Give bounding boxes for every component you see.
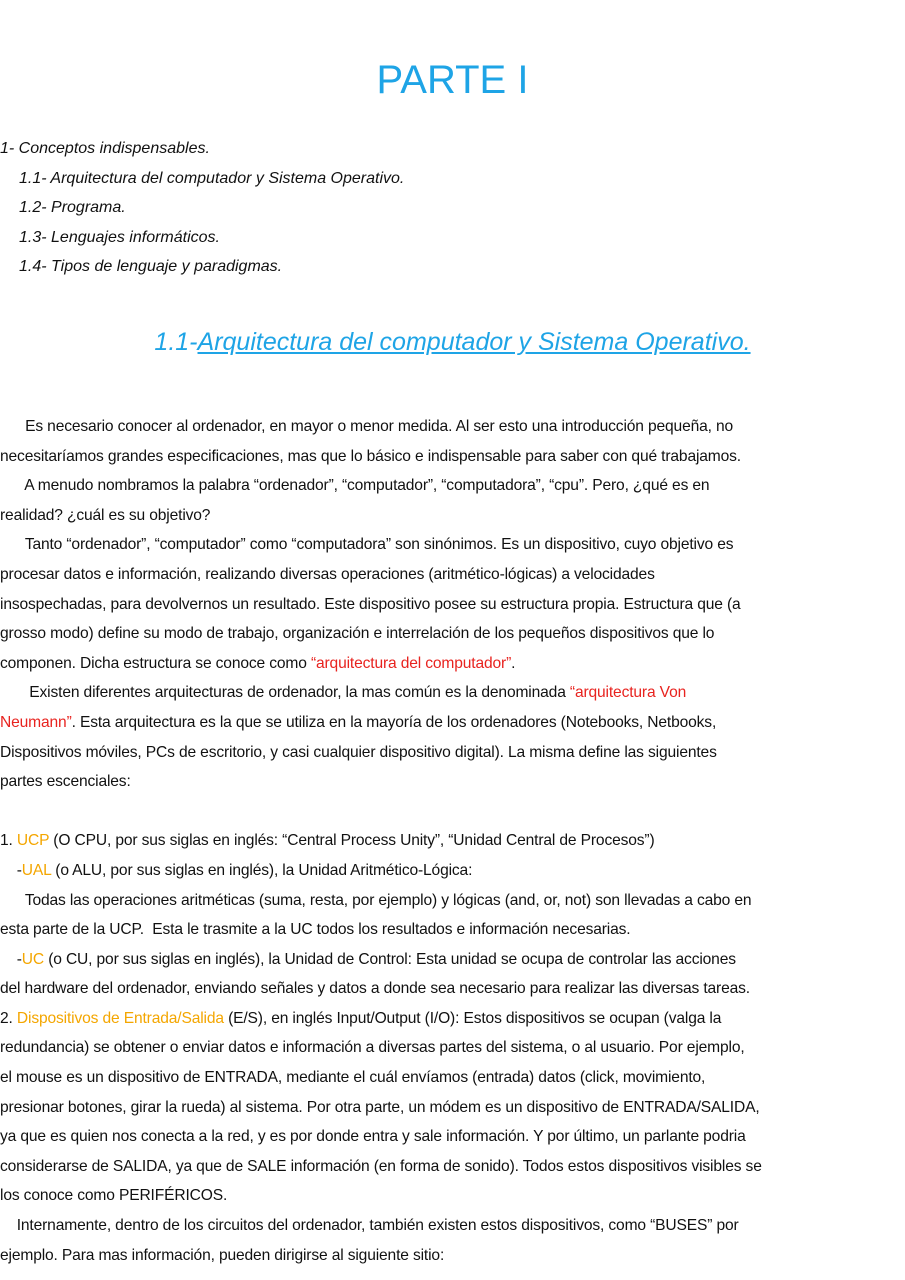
text-segment: Existen diferentes arquitecturas de ordenador, la mas común es la denominada (0, 684, 570, 702)
text-line (0, 619, 905, 649)
text-segment: del hardware del ordenador, enviando señales y datos a donde sea necesario para realizar las diversas tareas. (0, 980, 750, 998)
text-segment: grosso modo) define su modo de trabajo, organización e interrelación de los pequeños dispositivos que lo (0, 625, 715, 643)
text-line (0, 649, 905, 679)
toc-item: 1.4- Tipos de lenguaje y paradigmas. (19, 258, 283, 275)
text-segment: . (511, 654, 516, 672)
text-segment: los conoce como PERIFÉRICOS. (0, 1187, 228, 1205)
text-line (0, 590, 905, 620)
text-segment: A menudo nombramos la palabra “ordenador”, “computador”, “computadora”, “cpu”. Pero, ¿qué es en (0, 477, 710, 495)
text-line (0, 1122, 905, 1152)
text-segment: 1. (0, 832, 17, 850)
text-line (0, 1211, 905, 1241)
text-segment: presionar botones, girar la rueda) al sistema. Por otra parte, un módem es un dispositivo de ENTRADA/SALIDA, (0, 1098, 760, 1116)
text-line (0, 886, 905, 916)
blank-line (0, 797, 905, 827)
text-line (0, 1093, 905, 1123)
body-text (0, 412, 905, 1270)
highlighted-term: UCP (16, 832, 50, 850)
text-segment: Todas las operaciones aritméticas (suma, resta, por ejemplo) y lógicas (and, or, not) son llevadas a cabo en (0, 891, 752, 909)
highlighted-term: Dispositivos de Entrada/Salida (16, 1009, 224, 1027)
toc-item: 1.1- Arquitectura del computador y Sistema Operativo. (19, 169, 405, 187)
highlighted-term: UAL (21, 861, 52, 879)
text-segment: componen. Dicha estructura se conoce como (0, 654, 311, 672)
text-segment: (o ALU, por sus siglas en inglés), la Unidad Aritmético-Lógica: (51, 861, 473, 879)
text-segment: - (0, 950, 22, 968)
text-line (0, 560, 905, 590)
toc-main-item: 1- Conceptos indispensables. (0, 140, 210, 157)
text-line (0, 1004, 905, 1034)
text-line (0, 678, 905, 708)
text-line (0, 501, 905, 531)
text-segment: ya que es quien nos conecta a la red, y es por donde entra y sale información. Y por último, un parlante podria (0, 1128, 746, 1146)
text-line (0, 442, 905, 472)
text-segment: el mouse es un dispositivo de ENTRADA, mediante el cuál envíamos (entrada) datos (click, movimiento, (0, 1069, 706, 1087)
text-line (0, 1033, 905, 1063)
text-line (0, 708, 905, 738)
text-line (0, 1181, 905, 1211)
text-segment: Dispositivos móviles, PCs de escritorio, y casi cualquier dispositivo digital). La misma define las siguientes (0, 743, 717, 761)
highlighted-term: “arquitectura Von (569, 684, 687, 702)
text-segment: 2. (0, 1009, 17, 1027)
text-line (0, 945, 905, 975)
text-line (0, 738, 905, 768)
text-line (0, 1241, 905, 1271)
text-line (0, 412, 905, 442)
toc-item: 1.2- Programa. (19, 199, 126, 216)
text-segment: . Esta arquitectura es la que se utiliza en la mayoría de los ordenadores (Notebooks, Netbooks, (71, 713, 717, 731)
text-segment: (E/S), en inglés Input/Output (I/O): Estos dispositivos se ocupan (valga la (223, 1009, 722, 1027)
text-line (0, 1152, 905, 1182)
text-line (0, 974, 905, 1004)
text-segment: (O CPU, por sus siglas en inglés: “Central Process Unity”, “Unidad Central de Procesos”) (49, 832, 655, 850)
text-segment: Tanto “ordenador”, “computador” como “computadora” son sinónimos. Es un dispositivo, cuyo objetivo es (0, 536, 734, 554)
text-line (0, 915, 905, 945)
highlighted-term: UC (21, 950, 45, 968)
text-segment: procesar datos e información, realizando diversas operaciones (aritmético-lógicas) a velocidades (0, 565, 655, 583)
table-of-contents (0, 134, 404, 282)
section-title: Arquitectura del computador y Sistema Operativo. (197, 328, 751, 356)
text-segment: (o CU, por sus siglas en inglés), la Unidad de Control: Esta unidad se ocupa de controlar las acciones (44, 950, 736, 968)
text-segment: realidad? ¿cuál es su objetivo? (0, 506, 211, 524)
section-number: 1.1- (154, 328, 198, 356)
text-line (0, 530, 905, 560)
page-title: PARTE I (376, 58, 529, 102)
text-line (0, 471, 905, 501)
highlighted-term: Neumann” (0, 713, 72, 731)
highlighted-term: “arquitectura del computador” (310, 654, 512, 672)
text-line (0, 826, 905, 856)
text-segment: - (0, 861, 22, 879)
text-segment: necesitaríamos grandes especificaciones, mas que lo básico e indispensable para saber con qué trabajamos. (0, 447, 741, 465)
text-segment: ejemplo. Para mas información, pueden dirigirse al siguiente sitio: (0, 1246, 445, 1264)
text-segment: redundancia) se obtener o enviar datos e información a diversas partes del sistema, o al usuario. Por ejemplo, (0, 1039, 745, 1057)
text-segment: Internamente, dentro de los circuitos del ordenador, también existen estos dispositivos, como “BUSES” por (0, 1217, 739, 1235)
toc-item: 1.3- Lenguajes informáticos. (19, 228, 220, 246)
section-heading (0, 328, 905, 357)
text-segment: insospechadas, para devolvernos un resultado. Este dispositivo posee su estructura propia. Estructura que (a (0, 595, 741, 613)
text-segment: Es necesario conocer al ordenador, en mayor o menor medida. Al ser esto una introducción pequeña, no (0, 418, 734, 435)
text-line (0, 1063, 905, 1093)
text-segment: partes escenciales: (0, 773, 131, 791)
text-segment: considerarse de SALIDA, ya que de SALE información (en forma de sonido). Todos estos dispositivos visibles se (0, 1157, 762, 1175)
text-line (0, 767, 905, 797)
text-line (0, 856, 905, 886)
text-segment: esta parte de la UCP. Esta le trasmite a la UC todos los resultados e información necesarias. (0, 921, 631, 939)
